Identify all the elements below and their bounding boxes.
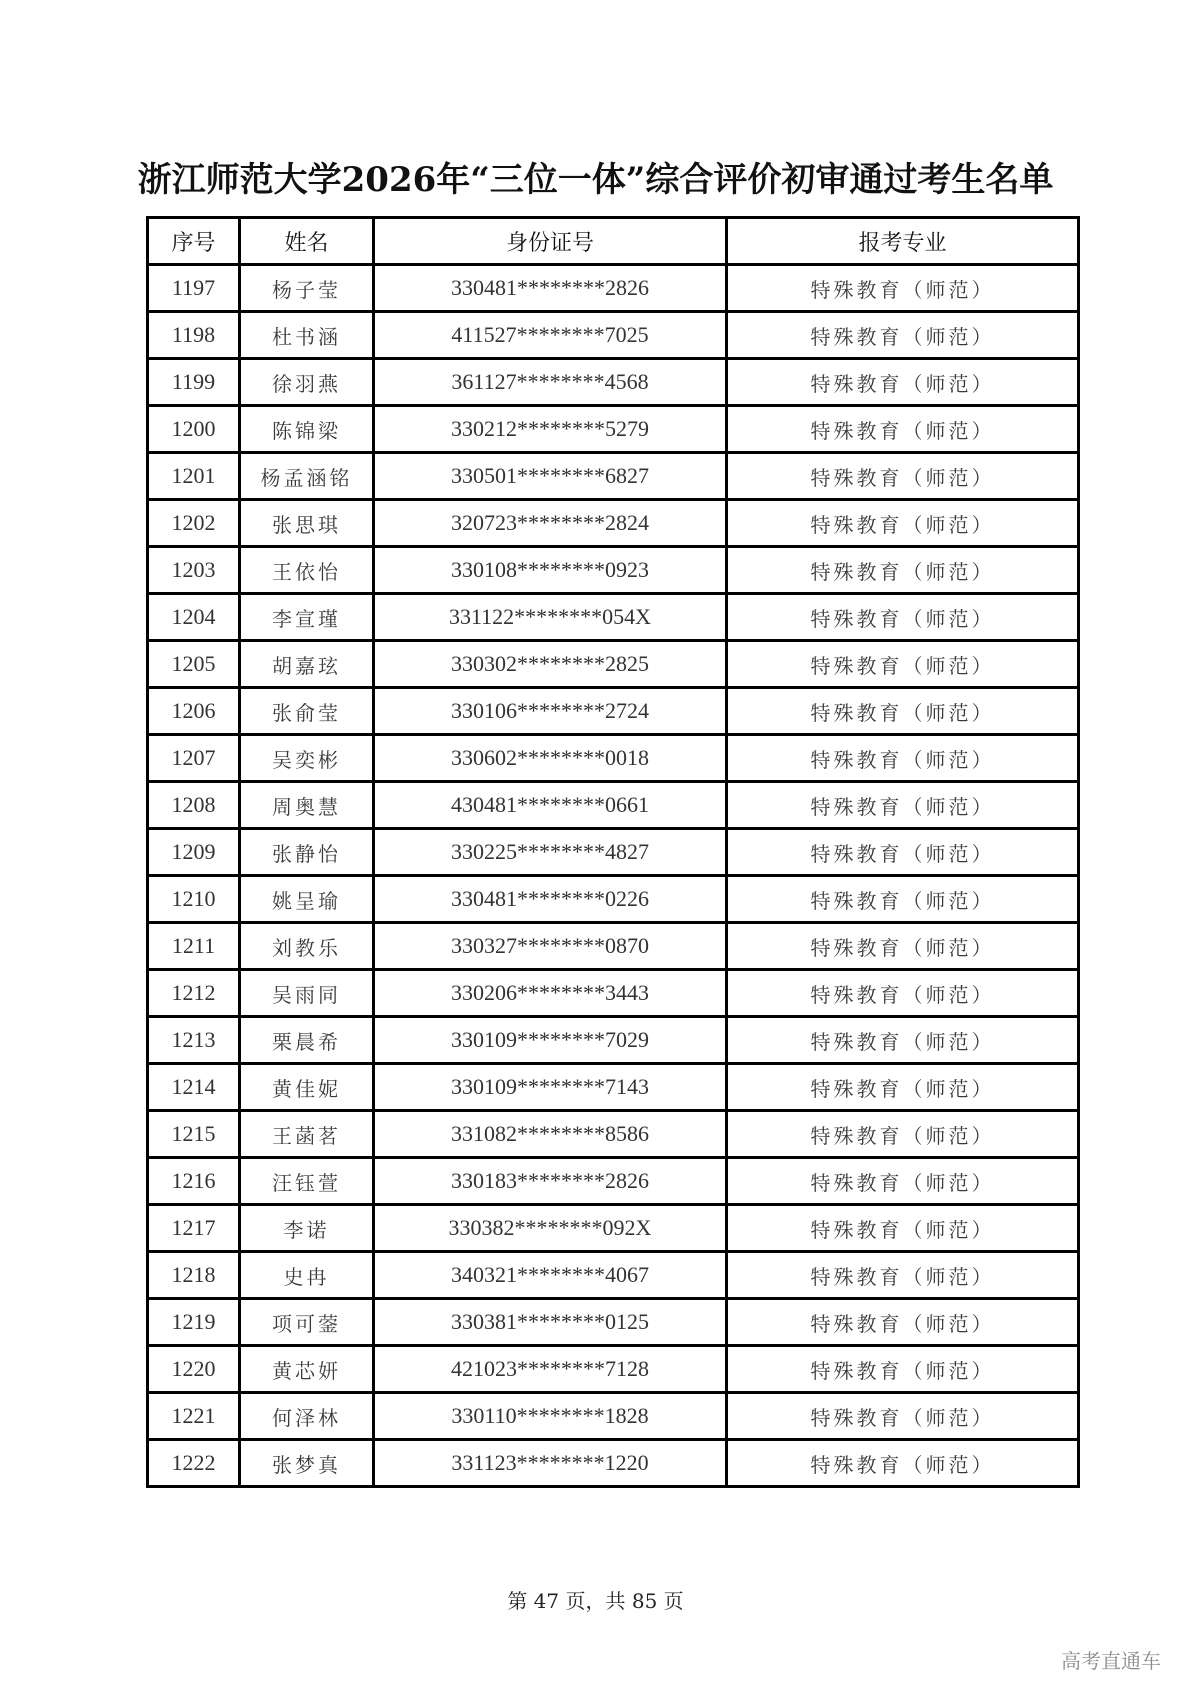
row-name: 栗晨希	[240, 1017, 374, 1064]
row-major: 特殊教育（师范）	[727, 1111, 1079, 1158]
row-name: 张思琪	[240, 500, 374, 547]
row-name: 徐羽燕	[240, 359, 374, 406]
row-major: 特殊教育（师范）	[727, 923, 1079, 970]
row-id-number: 411527********7025	[374, 312, 727, 359]
row-name: 项可蓥	[240, 1299, 374, 1346]
row-major: 特殊教育（师范）	[727, 1158, 1079, 1205]
row-name: 刘教乐	[240, 923, 374, 970]
row-name: 黄芯妍	[240, 1346, 374, 1393]
table-row	[148, 1158, 1079, 1205]
candidate-table	[146, 216, 1080, 1488]
row-major: 特殊教育（师范）	[727, 1440, 1079, 1487]
row-name: 周奥慧	[240, 782, 374, 829]
row-major: 特殊教育（师范）	[727, 1299, 1079, 1346]
row-seq: 1208	[148, 782, 240, 829]
header-id: 身份证号	[374, 218, 727, 265]
row-name: 杜书涵	[240, 312, 374, 359]
table-row	[148, 1111, 1079, 1158]
row-id-number: 330109********7029	[374, 1017, 727, 1064]
row-seq: 1213	[148, 1017, 240, 1064]
row-id-number: 330481********2826	[374, 265, 727, 312]
row-seq: 1222	[148, 1440, 240, 1487]
row-id-number: 361127********4568	[374, 359, 727, 406]
row-name: 汪钰萱	[240, 1158, 374, 1205]
row-seq: 1211	[148, 923, 240, 970]
table-row	[148, 735, 1079, 782]
row-name: 吴雨同	[240, 970, 374, 1017]
row-id-number: 331122********054X	[374, 594, 727, 641]
row-seq: 1209	[148, 829, 240, 876]
row-seq: 1204	[148, 594, 240, 641]
table-row	[148, 829, 1079, 876]
row-seq: 1203	[148, 547, 240, 594]
table-body	[148, 265, 1079, 1487]
row-seq: 1214	[148, 1064, 240, 1111]
row-seq: 1199	[148, 359, 240, 406]
row-major: 特殊教育（师范）	[727, 782, 1079, 829]
row-id-number: 320723********2824	[374, 500, 727, 547]
row-seq: 1212	[148, 970, 240, 1017]
row-seq: 1206	[148, 688, 240, 735]
row-id-number: 330481********0226	[374, 876, 727, 923]
table-row	[148, 1017, 1079, 1064]
row-seq: 1216	[148, 1158, 240, 1205]
table-row	[148, 359, 1079, 406]
row-seq: 1219	[148, 1299, 240, 1346]
row-id-number: 331123********1220	[374, 1440, 727, 1487]
row-seq: 1221	[148, 1393, 240, 1440]
row-major: 特殊教育（师范）	[727, 641, 1079, 688]
row-id-number: 340321********4067	[374, 1252, 727, 1299]
table-row	[148, 312, 1079, 359]
table-row	[148, 406, 1079, 453]
row-name: 陈锦梁	[240, 406, 374, 453]
table-row	[148, 1064, 1079, 1111]
header-seq: 序号	[148, 218, 240, 265]
row-major: 特殊教育（师范）	[727, 312, 1079, 359]
row-id-number: 330212********5279	[374, 406, 727, 453]
row-seq: 1215	[148, 1111, 240, 1158]
row-major: 特殊教育（师范）	[727, 876, 1079, 923]
row-name: 张梦真	[240, 1440, 374, 1487]
row-name: 王菡茗	[240, 1111, 374, 1158]
table-row	[148, 1346, 1079, 1393]
row-major: 特殊教育（师范）	[727, 1393, 1079, 1440]
row-name: 李诺	[240, 1205, 374, 1252]
table-row	[148, 1252, 1079, 1299]
row-id-number: 330302********2825	[374, 641, 727, 688]
row-major: 特殊教育（师范）	[727, 1205, 1079, 1252]
row-seq: 1207	[148, 735, 240, 782]
table-row	[148, 453, 1079, 500]
row-id-number: 330206********3443	[374, 970, 727, 1017]
row-seq: 1202	[148, 500, 240, 547]
table-row	[148, 1393, 1079, 1440]
row-id-number: 330183********2826	[374, 1158, 727, 1205]
row-id-number: 330106********2724	[374, 688, 727, 735]
row-seq: 1197	[148, 265, 240, 312]
row-id-number: 330327********0870	[374, 923, 727, 970]
row-name: 王依怡	[240, 547, 374, 594]
table-row	[148, 641, 1079, 688]
row-name: 黄佳妮	[240, 1064, 374, 1111]
row-id-number: 331082********8586	[374, 1111, 727, 1158]
row-major: 特殊教育（师范）	[727, 547, 1079, 594]
row-id-number: 330108********0923	[374, 547, 727, 594]
row-major: 特殊教育（师范）	[727, 829, 1079, 876]
row-id-number: 330381********0125	[374, 1299, 727, 1346]
row-seq: 1200	[148, 406, 240, 453]
row-name: 张静怡	[240, 829, 374, 876]
row-major: 特殊教育（师范）	[727, 970, 1079, 1017]
row-name: 何泽林	[240, 1393, 374, 1440]
table-row	[148, 1205, 1079, 1252]
row-seq: 1198	[148, 312, 240, 359]
row-major: 特殊教育（师范）	[727, 1064, 1079, 1111]
row-name: 吴奕彬	[240, 735, 374, 782]
row-name: 张俞莹	[240, 688, 374, 735]
table-row	[148, 594, 1079, 641]
table-row	[148, 688, 1079, 735]
row-id-number: 330602********0018	[374, 735, 727, 782]
header-major: 报考专业	[727, 218, 1079, 265]
row-major: 特殊教育（师范）	[727, 1252, 1079, 1299]
row-major: 特殊教育（师范）	[727, 1017, 1079, 1064]
row-id-number: 330382********092X	[374, 1205, 727, 1252]
row-id-number: 330501********6827	[374, 453, 727, 500]
table-row	[148, 265, 1079, 312]
row-id-number: 430481********0661	[374, 782, 727, 829]
table-row	[148, 1440, 1079, 1487]
row-name: 史冉	[240, 1252, 374, 1299]
row-name: 李宣瑾	[240, 594, 374, 641]
row-major: 特殊教育（师范）	[727, 594, 1079, 641]
row-name: 杨子莹	[240, 265, 374, 312]
page-number: 第 47 页，共 85 页	[507, 1589, 684, 1613]
row-seq: 1210	[148, 876, 240, 923]
row-major: 特殊教育（师范）	[727, 265, 1079, 312]
row-seq: 1205	[148, 641, 240, 688]
document-title: 浙江师范大学2026年“三位一体”综合评价初审通过考生名单	[137, 160, 1054, 200]
table-row	[148, 970, 1079, 1017]
row-major: 特殊教育（师范）	[727, 453, 1079, 500]
row-seq: 1220	[148, 1346, 240, 1393]
header-name: 姓名	[240, 218, 374, 265]
row-major: 特殊教育（师范）	[727, 359, 1079, 406]
table-row	[148, 923, 1079, 970]
row-id-number: 330109********7143	[374, 1064, 727, 1111]
watermark: 高考直通车	[1061, 1649, 1161, 1673]
row-name: 姚呈瑜	[240, 876, 374, 923]
row-name: 杨孟涵铭	[240, 453, 374, 500]
table-row	[148, 876, 1079, 923]
table-row	[148, 500, 1079, 547]
row-major: 特殊教育（师范）	[727, 1346, 1079, 1393]
row-major: 特殊教育（师范）	[727, 735, 1079, 782]
row-major: 特殊教育（师范）	[727, 688, 1079, 735]
row-major: 特殊教育（师范）	[727, 406, 1079, 453]
row-name: 胡嘉玹	[240, 641, 374, 688]
row-seq: 1218	[148, 1252, 240, 1299]
table-row	[148, 782, 1079, 829]
table-row	[148, 1299, 1079, 1346]
table-row	[148, 547, 1079, 594]
row-id-number: 421023********7128	[374, 1346, 727, 1393]
row-seq: 1201	[148, 453, 240, 500]
row-major: 特殊教育（师范）	[727, 500, 1079, 547]
table-header-row	[148, 218, 1079, 265]
row-seq: 1217	[148, 1205, 240, 1252]
row-id-number: 330110********1828	[374, 1393, 727, 1440]
row-id-number: 330225********4827	[374, 829, 727, 876]
